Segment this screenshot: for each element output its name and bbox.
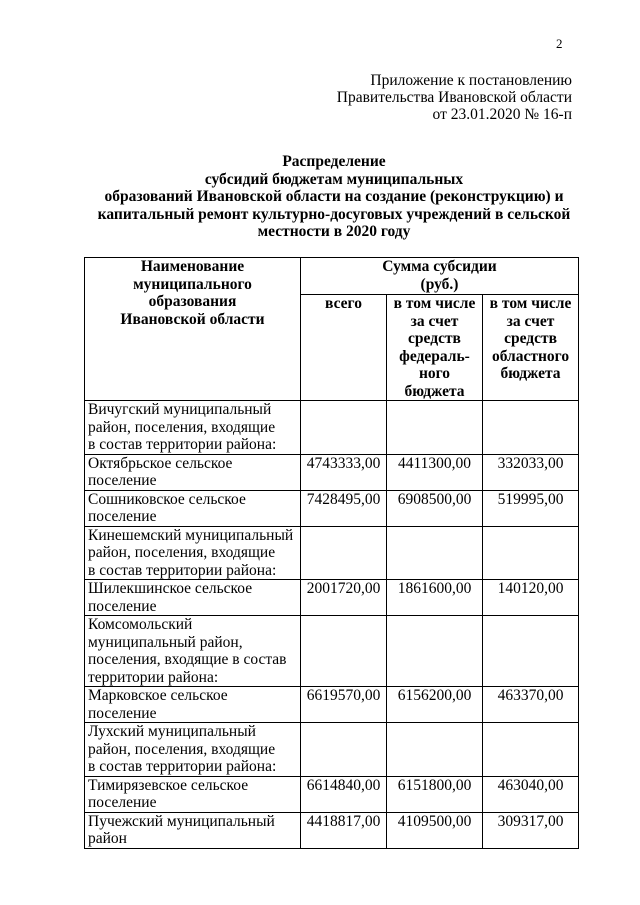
row-total bbox=[301, 401, 387, 455]
appendix-note bbox=[252, 72, 572, 123]
row-federal bbox=[387, 401, 483, 455]
header-total: всего bbox=[301, 295, 387, 401]
row-federal: 4109500,00 bbox=[387, 812, 483, 848]
page-number: 2 bbox=[556, 36, 563, 51]
row-regional: 463370,00 bbox=[483, 687, 579, 723]
row-total: 4418817,00 bbox=[301, 812, 387, 848]
row-regional bbox=[483, 401, 579, 455]
document-title bbox=[84, 153, 584, 241]
row-regional: 519995,00 bbox=[483, 490, 579, 526]
row-total: 6619570,00 bbox=[301, 687, 387, 723]
row-federal: 4411300,00 bbox=[387, 454, 483, 490]
row-regional: 140120,00 bbox=[483, 580, 579, 616]
header-federal: в том числе за счет средств федераль- ного бюджета bbox=[387, 295, 483, 401]
row-regional: 332033,00 bbox=[483, 454, 579, 490]
row-name: Лухский муниципальный район, поселения, входящие в состав территории района: bbox=[85, 723, 301, 777]
table-row bbox=[85, 687, 579, 723]
row-regional: 463040,00 bbox=[483, 776, 579, 812]
row-regional bbox=[483, 616, 579, 687]
row-total bbox=[301, 526, 387, 580]
row-total: 6614840,00 bbox=[301, 776, 387, 812]
appendix-line: от 23.01.2020 № 16-п bbox=[432, 106, 572, 123]
row-federal: 1861600,00 bbox=[387, 580, 483, 616]
title-line: образований Ивановской области на создание (реконструкцию) и bbox=[104, 188, 564, 205]
table-row bbox=[85, 580, 579, 616]
header-name: Наименование муниципального образования Ивановской области bbox=[85, 258, 301, 401]
table-row bbox=[85, 490, 579, 526]
header-regional: в том числе за счет средств областного бюджета bbox=[483, 295, 579, 401]
table-row bbox=[85, 401, 579, 455]
row-name: Марковское сельское поселение bbox=[85, 687, 301, 723]
row-regional bbox=[483, 526, 579, 580]
table-row bbox=[85, 776, 579, 812]
title-line: Распределение bbox=[282, 153, 386, 170]
title-line: местности в 2020 году bbox=[257, 223, 411, 240]
row-name: Комсомольский муниципальный район, поселения, входящие в состав территории района: bbox=[85, 616, 301, 687]
row-name: Пучежский муниципальный район bbox=[85, 812, 301, 848]
row-total: 4743333,00 bbox=[301, 454, 387, 490]
row-federal: 6151800,00 bbox=[387, 776, 483, 812]
row-total bbox=[301, 616, 387, 687]
appendix-line: Приложение к постановлению bbox=[370, 72, 572, 89]
row-regional bbox=[483, 723, 579, 777]
table-row bbox=[85, 526, 579, 580]
title-line: субсидий бюджетам муниципальных bbox=[204, 170, 464, 188]
row-regional: 309317,00 bbox=[483, 812, 579, 848]
row-name: Октябрьское сельское поселение bbox=[85, 454, 301, 490]
row-federal bbox=[387, 723, 483, 777]
table-row bbox=[85, 454, 579, 490]
row-federal: 6156200,00 bbox=[387, 687, 483, 723]
row-total: 2001720,00 bbox=[301, 580, 387, 616]
table-row bbox=[85, 616, 579, 687]
table-row bbox=[85, 812, 579, 848]
row-name: Тимирязевское сельское поселение bbox=[85, 776, 301, 812]
subsidy-table bbox=[84, 257, 579, 849]
row-federal bbox=[387, 616, 483, 687]
table-row bbox=[85, 723, 579, 777]
row-name: Сошниковское сельское поселение bbox=[85, 490, 301, 526]
row-name: Шилекшинское сельское поселение bbox=[85, 580, 301, 616]
row-name: Вичугский муниципальный район, поселения, входящие в состав территории района: bbox=[85, 401, 301, 455]
row-name: Кинешемский муниципальный район, поселения, входящие в состав территории района: bbox=[85, 526, 301, 580]
title-line: капитальный ремонт культурно-досуговых учреждений в сельской bbox=[97, 205, 571, 223]
row-federal: 6908500,00 bbox=[387, 490, 483, 526]
row-total bbox=[301, 723, 387, 777]
header-sum: Сумма субсидии (руб.) bbox=[301, 258, 579, 295]
row-total: 7428495,00 bbox=[301, 490, 387, 526]
row-federal bbox=[387, 526, 483, 580]
appendix-line: Правительства Ивановской области bbox=[336, 89, 572, 106]
